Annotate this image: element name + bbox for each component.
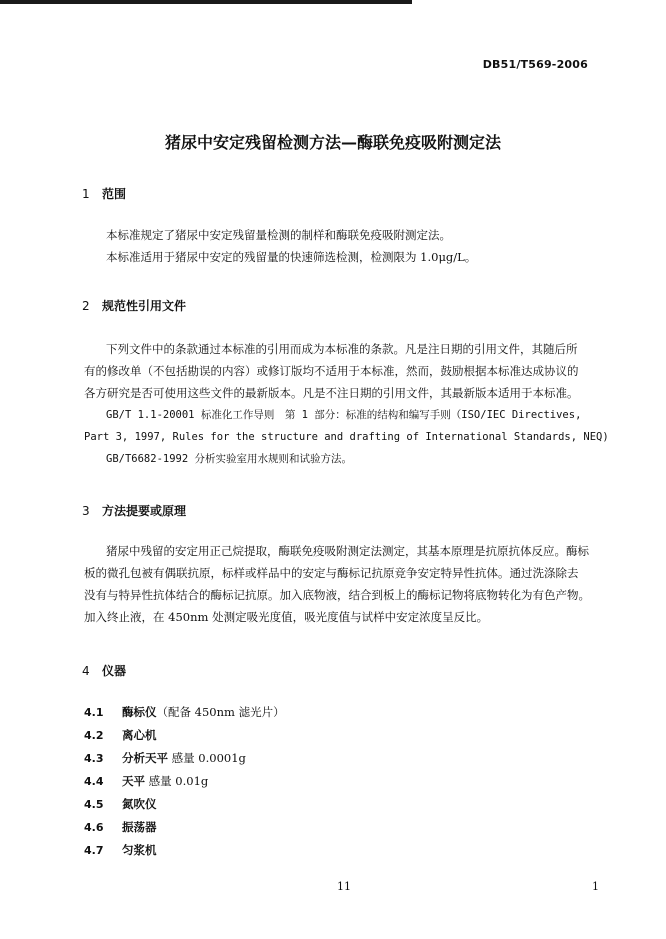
references-standard-2: GB/T6682-1992 分析实验室用水规则和试验方法。 <box>106 453 353 465</box>
section-number: 1 <box>82 187 90 201</box>
section-number: 3 <box>82 504 90 518</box>
principle-line-2: 板的微孔包被有偶联抗原，标样或样品中的安定与酶标记抗原竞争安定特异性抗体。通过洗涤除去 <box>84 566 579 580</box>
document-code: DB51/T569-2006 <box>482 58 588 71</box>
section-title: 仪器 <box>102 664 127 678</box>
instrument-name: 氮吹仪 <box>122 797 157 811</box>
references-paragraph <box>84 338 609 470</box>
instrument-item <box>84 842 157 858</box>
references-standard-1: GB/T 1.1-20001 标准化工作导则 第 1 部分：标准的结构和编写手则（ISO/IEC Directives, <box>106 409 582 421</box>
instrument-name: 天平 <box>122 774 145 788</box>
instrument-item <box>84 819 157 835</box>
instrument-item <box>84 773 208 789</box>
instrument-name: 酶标仪 <box>122 705 157 719</box>
instrument-name: 振荡器 <box>122 820 157 834</box>
instrument-name: 匀浆机 <box>122 843 157 857</box>
scope-paragraph <box>84 224 604 268</box>
instrument-number: 4.2 <box>84 729 104 742</box>
principle-paragraph <box>84 540 604 628</box>
document-title: 猪尿中安定残留检测方法—酶联免疫吸附测定法 <box>164 133 501 152</box>
instrument-number: 4.3 <box>84 752 104 765</box>
section-4-heading <box>82 662 126 679</box>
instrument-detail: （配备 450nm 滤光片） <box>156 705 285 719</box>
section-2-heading <box>82 297 186 314</box>
references-line-3: 各方研究是否可使用这些文件的最新版本。凡是不注日期的引用文件，其最新版本适用于本标准。 <box>84 386 579 400</box>
instrument-detail: 感量 0.01g <box>145 774 209 788</box>
instrument-name: 分析天平 <box>122 751 168 765</box>
instrument-detail: 感量 0.0001g <box>168 751 246 765</box>
page-number-right: 1 <box>592 880 599 893</box>
references-standard-1-cont: Part 3, 1997, Rules for the structure and drafting of International Standards, NEQ) <box>84 431 609 443</box>
section-title: 范围 <box>102 187 127 201</box>
section-number: 4 <box>82 664 90 678</box>
instrument-item <box>84 750 246 766</box>
section-title: 规范性引用文件 <box>102 299 187 313</box>
principle-line-3: 没有与特异性抗体结合的酶标记抗原。加入底物液，结合到板上的酶标记物将底物转化为有色产物。 <box>84 588 590 602</box>
instrument-number: 4.7 <box>84 844 104 857</box>
scope-line-2: 本标准适用于猪尿中安定的残留量的快速筛选检测，检测限为 1.0μg/L。 <box>106 250 477 264</box>
references-line-1: 下列文件中的条款通过本标准的引用而成为本标准的条款。凡是注日期的引用文件，其随后所 <box>106 342 578 356</box>
instrument-number: 4.6 <box>84 821 104 834</box>
section-number: 2 <box>82 299 90 313</box>
instrument-name: 离心机 <box>122 728 157 742</box>
principle-line-1: 猪尿中残留的安定用正己烷提取，酶联免疫吸附测定法测定，其基本原理是抗原抗体反应。酶标 <box>106 544 589 558</box>
instrument-item <box>84 727 157 743</box>
section-1-heading <box>82 185 126 202</box>
scan-top-edge-bar <box>0 0 412 4</box>
scope-line-1: 本标准规定了猪尿中安定残留量检测的制样和酶联免疫吸附测定法。 <box>106 228 451 242</box>
instrument-number: 4.1 <box>84 706 104 719</box>
instrument-number: 4.4 <box>84 775 104 788</box>
section-3-heading <box>82 502 186 519</box>
instrument-item <box>84 796 157 812</box>
instrument-number: 4.5 <box>84 798 104 811</box>
instrument-item <box>84 704 285 720</box>
principle-line-4: 加入终止液，在 450nm 处测定吸光度值，吸光度值与试样中安定浓度呈反比。 <box>84 610 489 624</box>
page-number-center: 11 <box>337 880 351 893</box>
section-title: 方法提要或原理 <box>102 504 187 518</box>
references-line-2: 有的修改单（不包括勘误的内容）或修订版均不适用于本标准，然而，鼓励根据本标准达成协议的 <box>84 364 579 378</box>
